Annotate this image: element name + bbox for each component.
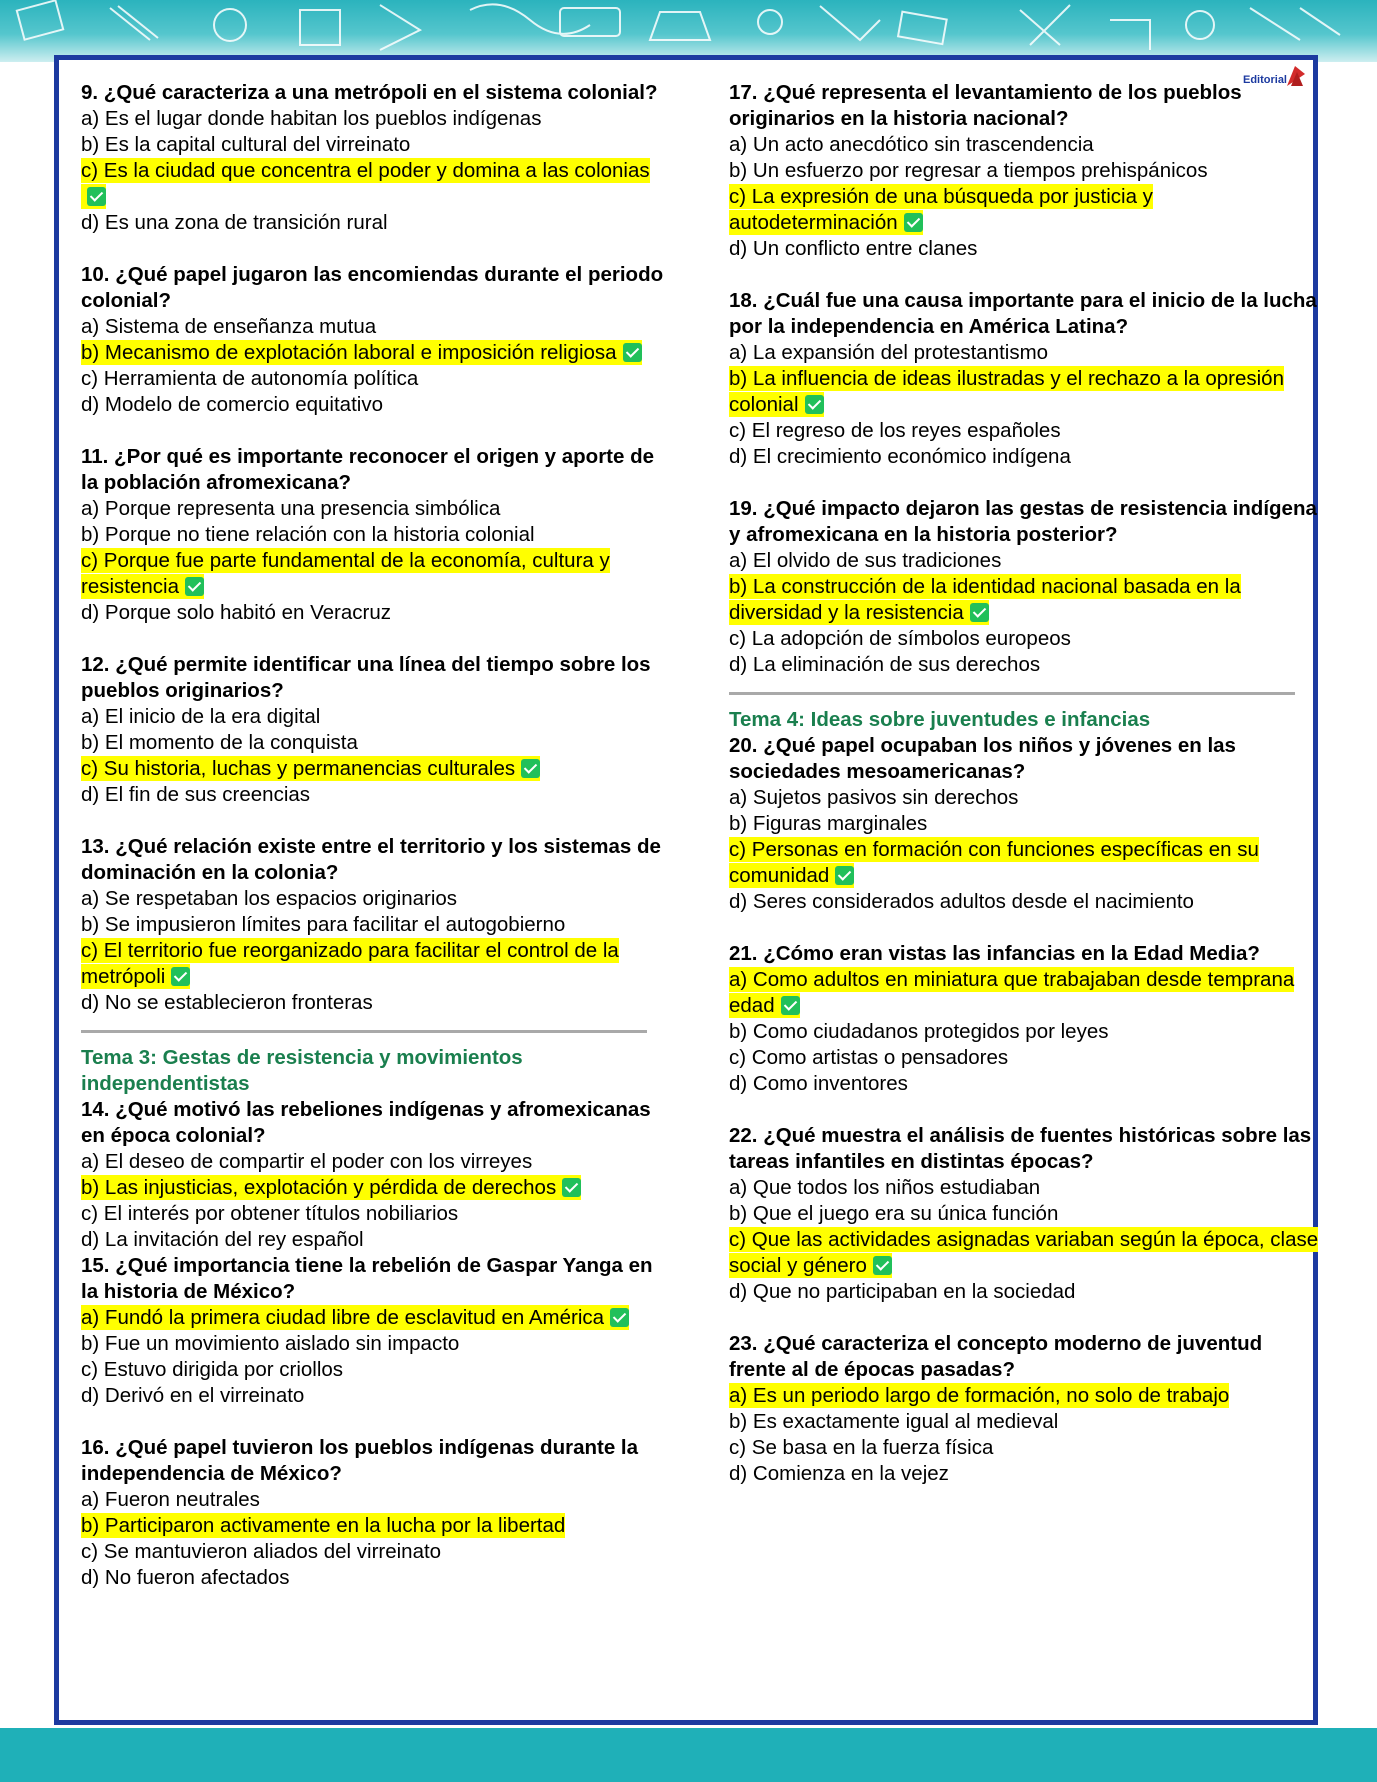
checkmark-icon: [610, 1308, 629, 1327]
answer-option: [81, 912, 671, 938]
answer-option-text: a) El inicio de la era digital: [81, 705, 321, 728]
question-title: 23. ¿Qué caracteriza el concepto moderno de juventud frente al de épocas pasadas?: [729, 1332, 1263, 1381]
question-block: [729, 733, 1319, 915]
school-doodles-icon: [0, 0, 1377, 62]
question-title: 14. ¿Qué motivó las rebeliones indígenas y afromexicanas en época colonial?: [81, 1098, 651, 1147]
spacer: [729, 1305, 1319, 1331]
answer-option-text: d) La invitación del rey español: [81, 1228, 364, 1251]
answer-option: [729, 548, 1319, 574]
answer-option-text: a) Es un periodo largo de formación, no solo de trabajo: [729, 1384, 1230, 1407]
answer-option-text: b) Que el juego era su única función: [729, 1202, 1059, 1225]
answer-option: [81, 314, 671, 340]
answer-option-text: b) Participaron activamente en la lucha por la libertad: [81, 1514, 566, 1537]
question-block: [729, 1331, 1319, 1487]
answer-option-text: d) Comienza en la vejez: [729, 1462, 949, 1485]
answer-option-correct: [81, 1175, 671, 1201]
answer-option-correct: [729, 837, 1319, 889]
answer-option-text: b) El momento de la conquista: [81, 731, 358, 754]
answer-option: [729, 811, 1319, 837]
checkmark-icon: [970, 603, 989, 622]
answer-option-text: c) La adopción de símbolos europeos: [729, 627, 1071, 650]
spacer: [729, 915, 1319, 941]
question-block: [81, 1435, 671, 1591]
answer-option-text: d) Que no participaban en la sociedad: [729, 1280, 1076, 1303]
answer-option: [81, 1331, 671, 1357]
answer-option: [729, 1435, 1319, 1461]
spacer: [81, 808, 671, 834]
spacer: [81, 418, 671, 444]
answer-option-text: b) Fue un movimiento aislado sin impacto: [81, 1332, 460, 1355]
answer-option-text: b) Es la capital cultural del virreinato: [81, 133, 411, 156]
question-title: 12. ¿Qué permite identificar una línea del tiempo sobre los pueblos originarios?: [81, 653, 651, 702]
answer-option: [81, 1383, 671, 1409]
answer-option-text: b) Figuras marginales: [729, 812, 928, 835]
answer-option-text: b) Mecanismo de explotación laboral e imposición religiosa: [81, 340, 642, 365]
answer-option-text: c) Herramienta de autonomía política: [81, 367, 419, 390]
answer-option-text: b) La construcción de la identidad nacional basada en la diversidad y la resistencia: [729, 575, 1241, 624]
answer-option-text: c) Estuvo dirigida por criollos: [81, 1358, 344, 1381]
answer-option-text: d) El fin de sus creencias: [81, 783, 311, 806]
answer-option-text: a) Sujetos pasivos sin derechos: [729, 786, 1019, 809]
spacer: [729, 470, 1319, 496]
answer-option-text: a) El deseo de compartir el poder con los virreyes: [81, 1150, 533, 1173]
answer-option: [81, 730, 671, 756]
answer-option-text: c) Porque fue parte fundamental de la economía, cultura y resistencia: [81, 549, 610, 598]
answer-option-text: c) Su historia, luchas y permanencias culturales: [81, 756, 540, 781]
question-title: 9. ¿Qué caracteriza a una metrópoli en el sistema colonial?: [81, 81, 658, 104]
answer-option: [81, 886, 671, 912]
answer-option-correct: [729, 1227, 1319, 1279]
question-block: [81, 80, 671, 236]
section-heading: Tema 4: Ideas sobre juventudes e infancias: [729, 708, 1151, 731]
answer-option: [729, 626, 1319, 652]
answer-option-correct: [729, 1383, 1319, 1409]
answer-option: [729, 1461, 1319, 1487]
answer-option: [729, 1175, 1319, 1201]
answer-option-text: a) Que todos los niños estudiaban: [729, 1176, 1041, 1199]
checkmark-icon: [805, 395, 824, 414]
answer-option: [81, 1149, 671, 1175]
question-block: [81, 262, 671, 418]
checkmark-icon: [562, 1178, 581, 1197]
answer-option: [729, 1045, 1319, 1071]
answer-option-text: d) No se establecieron fronteras: [81, 991, 373, 1014]
answer-option: [81, 522, 671, 548]
answer-option-correct: [729, 574, 1319, 626]
answer-option-text: a) Porque representa una presencia simbólica: [81, 497, 501, 520]
question-title: 19. ¿Qué impacto dejaron las gestas de resistencia indígena y afromexicana en la historia posterior?: [729, 497, 1317, 546]
question-title: 16. ¿Qué papel tuvieron los pueblos indígenas durante la independencia de México?: [81, 1436, 639, 1485]
answer-option: [81, 210, 671, 236]
answer-option-correct: [729, 366, 1319, 418]
question-title: 15. ¿Qué importancia tiene la rebelión de Gaspar Yanga en la historia de México?: [81, 1254, 653, 1303]
answer-option-text: d) Porque solo habitó en Veracruz: [81, 601, 391, 624]
answer-option: [729, 418, 1319, 444]
answer-option-text: d) Como inventores: [729, 1072, 908, 1095]
spacer: [81, 236, 671, 262]
answer-option-text: a) Fueron neutrales: [81, 1488, 260, 1511]
answer-option-correct: [81, 756, 671, 782]
question-title: 20. ¿Qué papel ocupaban los niños y jóvenes en las sociedades mesoamericanas?: [729, 734, 1236, 783]
answer-option: [729, 236, 1319, 262]
answer-option-text: b) Las injusticias, explotación y pérdida de derechos: [81, 1175, 581, 1200]
answer-option: [729, 158, 1319, 184]
question-title: 22. ¿Qué muestra el análisis de fuentes históricas sobre las tareas infantiles en distintas épocas?: [729, 1124, 1312, 1173]
spacer: [729, 262, 1319, 288]
question-block: [729, 941, 1319, 1097]
section-divider: [81, 1030, 647, 1033]
answer-option-text: c) El territorio fue reorganizado para facilitar el control de la metrópoli: [81, 939, 619, 988]
answer-option: [729, 1019, 1319, 1045]
question-block: [729, 288, 1319, 470]
question-block: [81, 652, 671, 808]
answer-option-text: c) Se basa en la fuerza física: [729, 1436, 994, 1459]
answer-option: [81, 704, 671, 730]
answer-option-text: a) Un acto anecdótico sin trascendencia: [729, 133, 1094, 156]
answer-option: [81, 1201, 671, 1227]
checkmark-icon: [873, 1256, 892, 1275]
question-block: [729, 496, 1319, 678]
answer-option: [729, 1279, 1319, 1305]
question-title: 21. ¿Cómo eran vistas las infancias en la Edad Media?: [729, 942, 1260, 965]
answer-option-text: b) Como ciudadanos protegidos por leyes: [729, 1020, 1109, 1043]
answer-option-text: c) El regreso de los reyes españoles: [729, 419, 1061, 442]
answer-option-text: c) Como artistas o pensadores: [729, 1046, 1009, 1069]
answer-option-correct: [81, 1513, 671, 1539]
answer-option: [729, 652, 1319, 678]
answer-option: [729, 444, 1319, 470]
question-block: [81, 444, 671, 626]
checkmark-icon: [904, 213, 923, 232]
answer-option-text: b) Se impusieron límites para facilitar el autogobierno: [81, 913, 566, 936]
checkmark-icon: [781, 996, 800, 1015]
answer-option-text: a) Fundó la primera ciudad libre de esclavitud en América: [81, 1305, 629, 1330]
answer-option-correct: [81, 548, 671, 600]
answer-option: [81, 496, 671, 522]
answer-option: [81, 1565, 671, 1591]
footer-band: [0, 1728, 1377, 1782]
question-block: [81, 834, 671, 1016]
answer-option-text: a) Sistema de enseñanza mutua: [81, 315, 377, 338]
answer-option: [81, 392, 671, 418]
question-title: 17. ¿Qué representa el levantamiento de los pueblos originarios en la historia nacional?: [729, 81, 1242, 130]
answer-option-correct: [81, 158, 671, 210]
left-column: [81, 80, 671, 1591]
answer-option-text: a) El olvido de sus tradiciones: [729, 549, 1002, 572]
question-block: [729, 80, 1319, 262]
answer-option-text: d) Es una zona de transición rural: [81, 211, 388, 234]
spacer: [81, 1409, 671, 1435]
answer-option: [81, 106, 671, 132]
question-title: 11. ¿Por qué es importante reconocer el origen y aporte de la población afromexicana?: [81, 445, 655, 494]
answer-option: [729, 132, 1319, 158]
answer-option-text: c) Es la ciudad que concentra el poder y domina a las colonias: [81, 158, 650, 209]
checkmark-icon: [171, 967, 190, 986]
question-block: [729, 1123, 1319, 1305]
answer-option-text: c) El interés por obtener títulos nobiliarios: [81, 1202, 459, 1225]
answer-option-text: b) Un esfuerzo por regresar a tiempos prehispánicos: [729, 159, 1208, 182]
question-title: 10. ¿Qué papel jugaron las encomiendas durante el periodo colonial?: [81, 263, 664, 312]
checkmark-icon: [185, 577, 204, 596]
answer-option-text: c) La expresión de una búsqueda por justicia y autodeterminación: [729, 185, 1153, 234]
answer-option-text: a) La expansión del protestantismo: [729, 341, 1049, 364]
question-block: [81, 1097, 671, 1253]
answer-option: [81, 1539, 671, 1565]
answer-option: [81, 1357, 671, 1383]
answer-option: [81, 132, 671, 158]
answer-option-text: a) Como adultos en miniatura que trabajaban desde temprana edad: [729, 968, 1295, 1017]
answer-option-text: d) Derivó en el virreinato: [81, 1384, 305, 1407]
answer-option-text: a) Es el lugar donde habitan los pueblos indígenas: [81, 107, 542, 130]
answer-option-text: d) Seres considerados adultos desde el nacimiento: [729, 890, 1194, 913]
answer-option: [81, 782, 671, 808]
answer-option-correct: [81, 938, 671, 990]
answer-option: [729, 889, 1319, 915]
answer-option-correct: [81, 340, 671, 366]
answer-option-correct: [81, 1305, 671, 1331]
answer-option: [81, 600, 671, 626]
decorative-header-banner: [0, 0, 1377, 62]
question-block: [81, 1253, 671, 1409]
answer-option-text: b) Es exactamente igual al medieval: [729, 1410, 1059, 1433]
answer-option-text: d) Un conflicto entre clanes: [729, 237, 978, 260]
logo-text: Editorial: [1242, 74, 1287, 86]
answer-option-text: c) Que las actividades asignadas variaban según la época, clase social y género: [729, 1228, 1319, 1277]
checkmark-icon: [521, 759, 540, 778]
answer-option-text: d) La eliminación de sus derechos: [729, 653, 1041, 676]
answer-option-text: b) La influencia de ideas ilustradas y el rechazo a la opresión colonial: [729, 367, 1284, 416]
answer-option: [81, 366, 671, 392]
checkmark-icon: [835, 866, 854, 885]
answer-option-text: d) No fueron afectados: [81, 1566, 290, 1589]
answer-option-text: b) Porque no tiene relación con la historia colonial: [81, 523, 535, 546]
right-column: [729, 80, 1319, 1487]
answer-option: [729, 785, 1319, 811]
answer-option: [729, 1409, 1319, 1435]
answer-option: [81, 1487, 671, 1513]
answer-option-text: d) Modelo de comercio equitativo: [81, 393, 383, 416]
answer-option-correct: [729, 967, 1319, 1019]
answer-option-text: a) Se respetaban los espacios originarios: [81, 887, 458, 910]
checkmark-icon: [87, 187, 106, 206]
answer-option: [729, 340, 1319, 366]
answer-option: [81, 1227, 671, 1253]
section-divider: [729, 692, 1295, 695]
question-title: 13. ¿Qué relación existe entre el territorio y los sistemas de dominación en la colonia?: [81, 835, 661, 884]
answer-option-text: d) El crecimiento económico indígena: [729, 445, 1071, 468]
checkmark-icon: [623, 343, 642, 362]
answer-option-correct: [729, 184, 1319, 236]
answer-option: [81, 990, 671, 1016]
spacer: [81, 626, 671, 652]
spacer: [729, 1097, 1319, 1123]
answer-option: [729, 1071, 1319, 1097]
section-heading: Tema 3: Gestas de resistencia y movimientos independentistas: [81, 1046, 523, 1095]
question-title: 18. ¿Cuál fue una causa importante para el inicio de la lucha por la independencia en América Latina?: [729, 289, 1317, 338]
answer-option-text: c) Se mantuvieron aliados del virreinato: [81, 1540, 442, 1563]
answer-option: [729, 1201, 1319, 1227]
answer-option-text: c) Personas en formación con funciones específicas en su comunidad: [729, 838, 1259, 887]
